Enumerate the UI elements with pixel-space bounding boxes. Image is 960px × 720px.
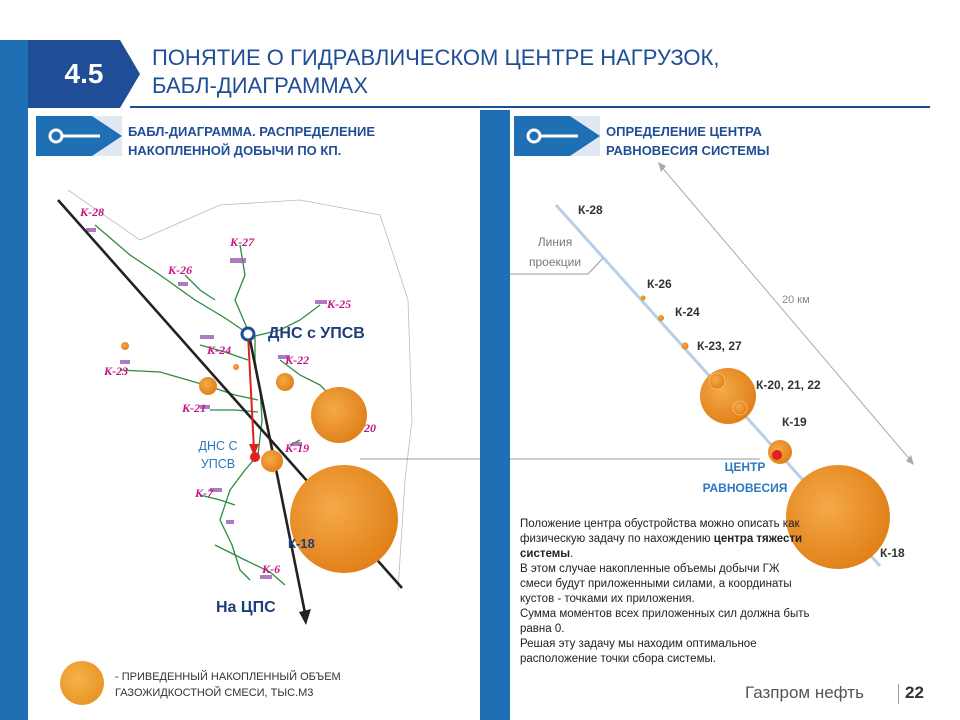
map-label: К-26: [168, 263, 193, 277]
map-label: К-27: [230, 235, 255, 249]
projection-panel: [510, 162, 914, 569]
legend-line1: - ПРИВЕДЕННЫЙ НАКОПЛЕННЫЙ ОБЪЕМ: [115, 671, 341, 683]
footer-brand: Газпром нефть: [745, 683, 864, 702]
legend-bubble-icon: [60, 661, 104, 705]
right-heading-line2: РАВНОВЕСИЯ СИСТЕМЫ: [606, 143, 770, 158]
bubble-k19: [261, 450, 283, 472]
map-label: К-25: [327, 297, 352, 311]
bubble-k21: [199, 377, 217, 395]
right-heading-line1: ОПРЕДЕЛЕНИЕ ЦЕНТРА: [606, 124, 762, 139]
dns-label: ДНС с УПСВ: [268, 325, 365, 342]
dns-marker: [242, 328, 254, 340]
bubble-k24-proj: [658, 315, 664, 321]
bubble-k22: [276, 373, 294, 391]
map-label: К-19: [285, 441, 310, 455]
legend-line2: ГАЗОЖИДКОСТНОЙ СМЕСИ, ТЫС.М3: [115, 687, 314, 699]
point-label: К-24: [675, 305, 700, 319]
point-label: К-18: [880, 546, 905, 560]
map-label: К-6: [262, 562, 281, 576]
map-label: К-21: [182, 401, 207, 415]
slide-title-line2: БАБЛ-ДИАГРАММАХ: [152, 73, 369, 98]
bubble-k24: [233, 364, 239, 370]
point-label: К-23, 27: [697, 339, 742, 353]
footer-divider: [898, 684, 899, 704]
k18-label: К-18: [288, 536, 315, 551]
bubble-k18: [290, 465, 398, 573]
bubble-k20: [311, 387, 367, 443]
dns-label-blue-1: ДНС С: [198, 439, 238, 453]
bubble-k22-proj: [733, 401, 747, 415]
desc-part-2: .: [570, 548, 574, 560]
projection-label-2: проекции: [528, 255, 582, 269]
page-number: 22: [905, 683, 924, 702]
point-label: К-26: [647, 277, 672, 291]
desc-part-5: Решая эту задачу мы находим оптимальное расположение точки сбора системы.: [520, 638, 757, 665]
point-label: К-20, 21, 22: [756, 378, 821, 392]
center-label-1: ЦЕНТР: [724, 460, 766, 474]
left-heading-line2: НАКОПЛЕННОЙ ДОБЫЧИ ПО КП.: [128, 143, 342, 158]
point-label: К-19: [782, 415, 807, 429]
map-label: К-7: [195, 486, 214, 500]
bubble-k26-proj: [641, 296, 646, 301]
bubble-k21-proj: [709, 373, 725, 389]
dns-label-blue-2: УПСВ: [200, 457, 236, 471]
desc-part-3: В этом случае накопленные объемы добычи ГЖ смеси будут приложенными силами, а координаты кустов - точками их приложения.: [520, 563, 792, 605]
desc-part-4: Сумма моментов всех приложенных сил должна быть равна 0.: [520, 608, 810, 635]
projection-label-1: Линия: [537, 235, 573, 249]
map-label: 20: [364, 421, 376, 435]
description-text: [520, 517, 810, 667]
point-label: К-28: [578, 203, 603, 217]
cps-label: На ЦПС: [216, 599, 276, 616]
desc-bold: центра тяжести системы: [520, 533, 803, 560]
legend-text: [115, 669, 415, 701]
map-label: К-24: [207, 343, 232, 357]
distance-label: 20 км: [782, 294, 810, 306]
center-label-2: РАВНОВЕСИЯ: [702, 481, 788, 495]
map-label: К-28: [80, 205, 105, 219]
left-heading-line1: БАБЛ-ДИАГРАММА. РАСПРЕДЕЛЕНИЕ: [128, 124, 376, 139]
bubble-k23: [121, 342, 129, 350]
map-label: К-23: [104, 364, 129, 378]
center-point-right: [772, 450, 782, 460]
slide-title-line1: ПОНЯТИЕ О ГИДРАВЛИЧЕСКОМ ЦЕНТРЕ НАГРУЗОК,: [152, 45, 720, 70]
section-number: 4.5: [64, 58, 104, 89]
bubble-k23-proj: [682, 343, 689, 350]
map-label: К-22: [285, 353, 310, 367]
center-point-left: [250, 452, 260, 462]
desc-part-1: Положение центра обустройства можно описать как физическую задачу по нахождению: [520, 518, 800, 545]
bubble-k20-proj: [700, 368, 756, 424]
